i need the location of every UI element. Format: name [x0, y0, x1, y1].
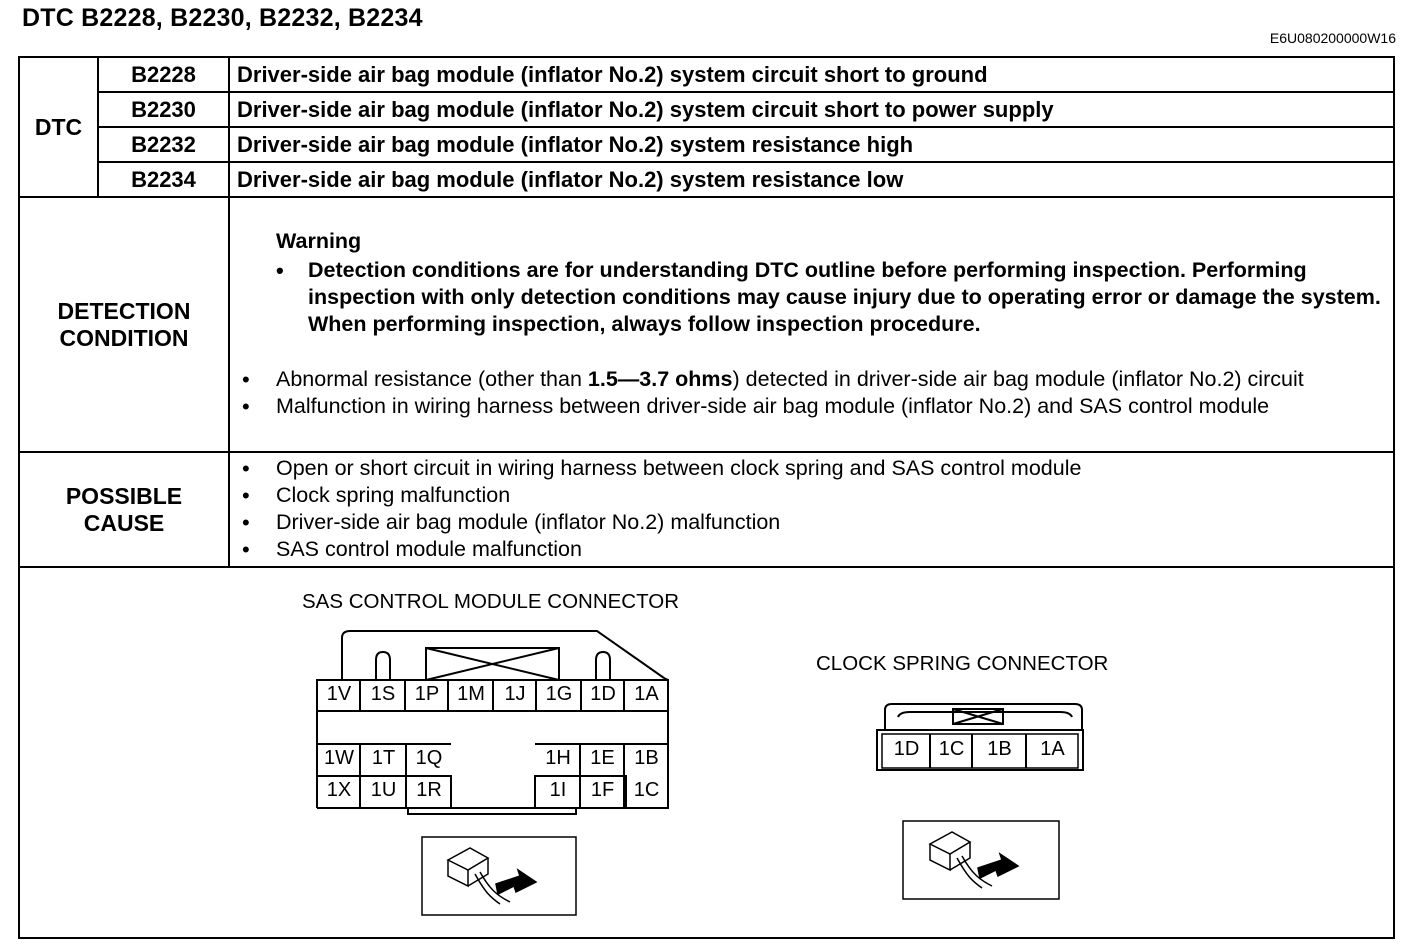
- sas-harness-icon: [448, 848, 536, 904]
- clock-pin-1D: 1D: [893, 738, 920, 760]
- warning-text: • Detection conditions are for understanding DTC outline before performing inspection. Performing inspection with only detection conditions may cause injury due to operating error or damage the system. When performing inspection, always follow inspection procedure.: [276, 257, 1393, 338]
- sas-pin-1F: 1F: [590, 779, 615, 801]
- dtc-description: Driver-side air bag module (inflator No.2) system circuit short to power supply: [229, 92, 1394, 127]
- label-line: DETECTION: [57, 297, 191, 324]
- dtc-code: B2228: [98, 57, 229, 92]
- sas-pin-1B: 1B: [634, 747, 659, 769]
- document-id: E6U080200000W16: [1269, 30, 1396, 46]
- page-title: DTC B2228, B2230, B2232, B2234: [22, 4, 423, 32]
- sas-pin-1A: 1A: [634, 683, 659, 705]
- sas-pin-1E: 1E: [590, 747, 615, 769]
- sas-pin-1J: 1J: [504, 683, 526, 705]
- resistance-range: 1.5—3.7 ohms: [587, 367, 733, 391]
- list-item: • Driver-side air bag module (inflator No.2) malfunction: [242, 509, 1393, 536]
- sas-pin-1U: 1U: [370, 779, 397, 801]
- dtc-code: B2232: [98, 127, 229, 162]
- sas-pin-1S: 1S: [370, 683, 396, 705]
- dtc-code: B2230: [98, 92, 229, 127]
- clock-harness-icon: [930, 832, 1018, 888]
- sas-pin-1M: 1M: [457, 683, 485, 705]
- clock-connector-housing: [885, 704, 1082, 730]
- clock-pin-1A: 1A: [1040, 738, 1065, 760]
- text-span: Abnormal resistance (other than: [276, 367, 588, 391]
- sas-pin-1I: 1I: [549, 779, 567, 801]
- label-line: POSSIBLE: [65, 482, 183, 509]
- dtc-description: Driver-side air bag module (inflator No.2) system resistance high: [229, 127, 1394, 162]
- dtc-label: DTC: [19, 57, 98, 197]
- list-item: • Open or short circuit in wiring harness between clock spring and SAS control module: [242, 455, 1393, 482]
- sas-key-left: [376, 652, 390, 680]
- sas-pin-1Q: 1Q: [415, 747, 443, 769]
- list-item: • SAS control module malfunction: [242, 536, 1393, 563]
- sas-pin-1C: 1C: [633, 779, 660, 801]
- sas-pin-1G: 1G: [545, 683, 573, 705]
- sas-pin-1W: 1W: [324, 747, 354, 769]
- dtc-code: B2234: [98, 162, 229, 197]
- list-item: • Clock spring malfunction: [242, 482, 1393, 509]
- dtc-description: Driver-side air bag module (inflator No.2) system resistance low: [229, 162, 1394, 197]
- sas-pin-1P: 1P: [414, 683, 440, 705]
- list-item: • Malfunction in wiring harness between driver-side air bag module (inflator No.2) and SAS control module: [242, 393, 1393, 420]
- sas-pin-1R: 1R: [416, 779, 442, 801]
- clock-connector-label: CLOCK SPRING CONNECTOR: [816, 652, 1109, 675]
- sas-pin-1D: 1D: [590, 683, 616, 705]
- sas-connector-label: SAS CONTROL MODULE CONNECTOR: [302, 590, 680, 613]
- clock-pin-1C: 1C: [938, 738, 965, 760]
- sas-pin-1T: 1T: [371, 747, 396, 769]
- text-span: ) detected in driver-side air bag module (inflator No.2) circuit: [732, 367, 1304, 391]
- sas-pin-1V: 1V: [326, 683, 352, 705]
- label-line: CAUSE: [83, 509, 165, 536]
- connector-figure: [20, 572, 1393, 937]
- dtc-description: Driver-side air bag module (inflator No.2) system circuit short to ground: [229, 57, 1394, 92]
- clock-pin-1B: 1B: [987, 738, 1012, 760]
- connector-diagram: [20, 572, 1393, 937]
- label-line: CONDITION: [59, 324, 189, 351]
- sas-pin-1H: 1H: [545, 747, 571, 769]
- warning-title: Warning: [276, 229, 362, 253]
- sas-key-right: [596, 652, 610, 680]
- sas-pin-1X: 1X: [326, 779, 352, 801]
